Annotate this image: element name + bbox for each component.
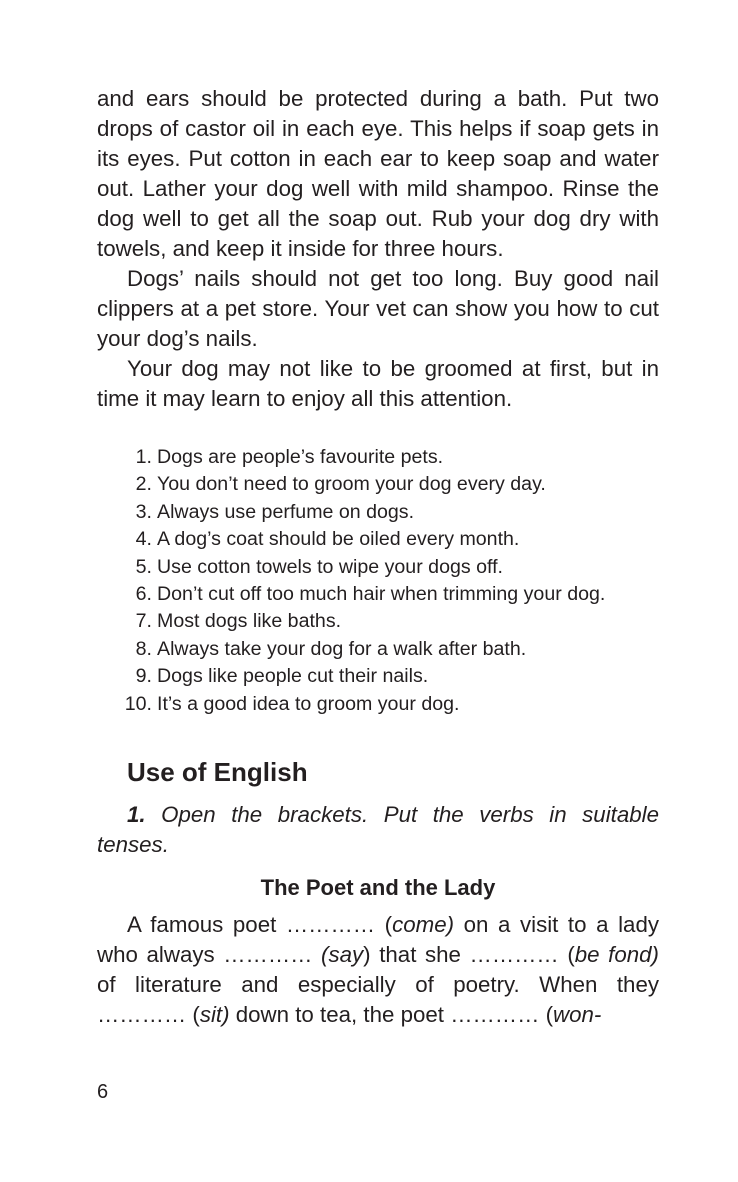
statement-number: 3. (135, 500, 152, 523)
statement-item (97, 526, 659, 553)
statement-list (97, 444, 659, 718)
story-segment: on a visit to a lady who always ………… (97, 912, 659, 968)
statement-text: Dogs are people’s favourite pets. (157, 446, 444, 468)
statement-number: 8. (135, 637, 152, 660)
statement-item (97, 636, 659, 663)
task-text: Open the brackets. Put the verbs in suitable tenses. (97, 802, 659, 858)
statement-number: 9. (135, 665, 152, 688)
statement-text: You don’t need to groom your dog every day. (157, 473, 546, 496)
statement-item (97, 581, 659, 608)
statement-item (97, 444, 659, 471)
story-title: The Poet and the Lady (260, 875, 496, 901)
statement-item (97, 608, 659, 635)
story-segment: A famous poet ………… ( (127, 912, 393, 938)
statement-text: Always take your dog for a walk after bath. (157, 637, 527, 660)
statement-number: 10. (124, 692, 152, 715)
story-text (97, 910, 659, 1030)
page-number: 6 (97, 1081, 109, 1103)
statement-item (97, 691, 659, 718)
statement-text: It’s a good idea to groom your dog. (157, 692, 460, 715)
statement-item (97, 499, 659, 526)
page-content (97, 84, 659, 1030)
statement-text: Always use perfume on dogs. (157, 500, 415, 523)
verb-prompt: (say (321, 942, 364, 968)
paragraph-nails: Dogs’ nails should not get too long. Buy good nail clippers at a pet store. Your vet can show you how to cut your dog’s nails. (97, 266, 659, 351)
statement-number: 6. (135, 583, 152, 606)
task-instruction (97, 800, 659, 860)
statement-text: Most dogs like baths. (157, 610, 342, 633)
verb-prompt: come) (392, 912, 455, 938)
statement-item (97, 663, 659, 690)
statement-text: Use cotton towels to wipe your dogs off. (157, 555, 503, 578)
statement-number: 4. (135, 528, 152, 551)
verb-prompt: sit) (199, 1002, 230, 1028)
verb-prompt: be fond) (574, 942, 659, 968)
statement-item (97, 471, 659, 498)
story-segment: down to tea, the poet ………… ( (229, 1002, 554, 1028)
statement-number: 2. (135, 473, 152, 496)
statement-number: 1. (135, 446, 152, 468)
statement-text: A dog’s coat should be oiled every month. (157, 528, 520, 551)
statement-text: Don’t cut off too much hair when trimming your dog. (157, 583, 606, 606)
verb-prompt: won- (553, 1002, 602, 1028)
paragraph-bath: and ears should be protected during a bath. Put two drops of castor oil in each eye. This helps if soap gets in its eyes. Put cotton in each ear to keep soap and water out. Lather your dog well with mild shampoo. Rinse the dog well to get all the soap out. Rub your dog dry with towels, and keep it inside for three hours. (97, 86, 659, 261)
statement-text: Dogs like people cut their nails. (157, 665, 429, 688)
task-number: 1. (127, 802, 146, 828)
story-segment: of literature and especially of poetry. When they ………… ( (97, 972, 659, 1028)
story-segment: ) that she ………… ( (363, 942, 575, 968)
statement-item (97, 554, 659, 581)
paragraph-attention: Your dog may not like to be groomed at first, but in time it may learn to enjoy all this attention. (97, 356, 659, 411)
statement-number: 7. (135, 610, 152, 633)
section-heading: Use of English (127, 757, 308, 788)
statement-number: 5. (135, 555, 152, 578)
